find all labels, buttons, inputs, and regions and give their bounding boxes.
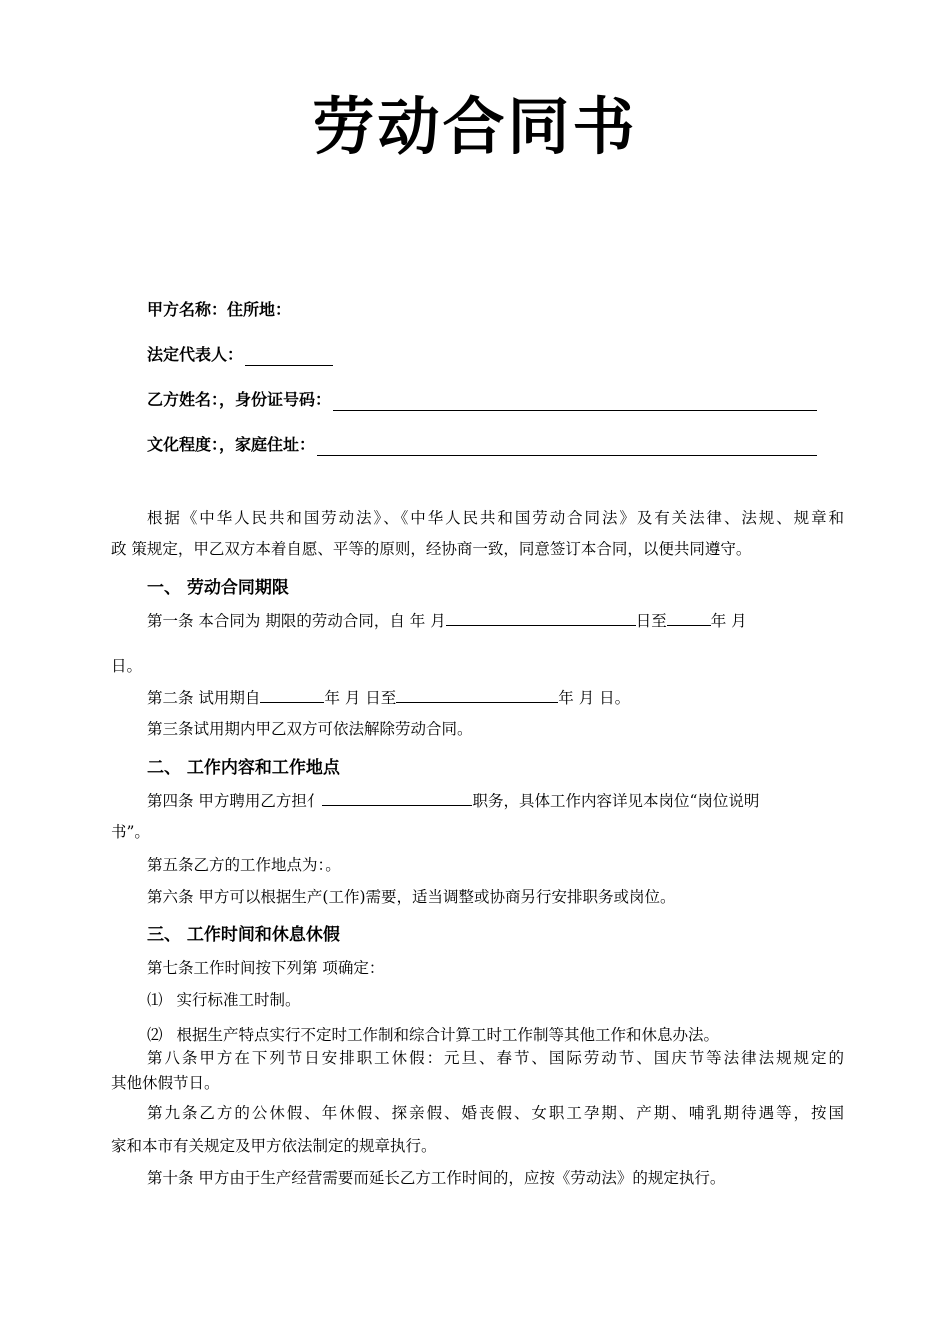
article-1-blank-1[interactable]: [446, 611, 636, 626]
article-1-text-b: 日至: [635, 612, 667, 630]
article-7-item-1: [147, 985, 301, 1016]
article-8-line-1: 第八条甲方在下列节日安排职工休假：元旦、春节、国际劳动节、国庆节等法律法规规定的: [147, 1049, 844, 1067]
article-1-text-a: 第一条 本合同为 期限的劳动合同，自 年 月: [147, 612, 446, 630]
article-2-blank-2[interactable]: [396, 688, 558, 703]
article-9-line-2: 家和本市有关规定及甲方依法制定的规章执行。: [111, 1137, 437, 1155]
article-2-text-b: 年 月 日至: [324, 689, 397, 707]
education-field: [147, 434, 817, 456]
address-blank[interactable]: [317, 439, 817, 456]
item-2-text: 根据生产特点实行不定时工作制和综合计算工时工作制等其他工作和休息办法。: [176, 1026, 720, 1044]
item-2-number: ⑵: [147, 1026, 163, 1044]
article-4-end: 书”。: [111, 823, 150, 841]
section-1-heading: 一、 劳动合同期限: [147, 578, 289, 598]
article-8-line-2: 其他休假节日。: [111, 1074, 220, 1092]
article-7: 第七条工作时间按下列第 项确定：: [147, 959, 385, 977]
item-1-number: ⑴: [147, 991, 163, 1009]
section-3-heading: 三、 工作时间和休息休假: [147, 925, 340, 945]
article-4: [147, 786, 759, 817]
article-2-text-a: 第二条 试用期自: [147, 689, 261, 707]
legal-rep-blank[interactable]: [245, 349, 333, 366]
article-2-text-c: 年 月 日。: [558, 689, 631, 707]
article-6: 第六条 甲方可以根据生产(工作)需要，适当调整或协商另行安排职务或岗位。: [147, 888, 676, 906]
article-9-line-1: 第九条乙方的公休假、年休假、探亲假、婚丧假、女职工孕期、产期、哺乳期待遇等，按国: [147, 1104, 844, 1122]
section-2-heading: 二、 工作内容和工作地点: [147, 758, 340, 778]
intro-line-2: 政 策规定，甲乙双方本着自愿、平等的原则，经协商一致，同意签订本合同，以便共同遵守。: [111, 540, 752, 558]
article-5: 第五条乙方的工作地点为：。: [147, 856, 341, 874]
legal-rep-field: [147, 344, 333, 366]
article-2: [147, 683, 630, 714]
item-1-text: 实行标准工时制。: [176, 991, 301, 1009]
article-2-blank-1[interactable]: [260, 688, 324, 703]
intro-line-1: 根据《中华人民共和国劳动法》、《中华人民共和国劳动合同法》及有关法律、法规、规章和: [147, 509, 844, 527]
education-label: 文化程度：，家庭住址：: [147, 435, 316, 454]
party-a-field: [147, 299, 291, 321]
article-1-end: 日。: [111, 657, 143, 675]
id-number-blank[interactable]: [333, 394, 817, 411]
article-4-text-a: 第四条 甲方聘用乙方担亻: [147, 792, 323, 810]
party-b-field: [147, 389, 817, 411]
document-title: 劳动合同书: [312, 90, 638, 163]
article-1-text-c: 年 月: [710, 612, 747, 630]
article-4-blank[interactable]: [322, 791, 472, 806]
article-3: 第三条试用期内甲乙双方可依法解除劳动合同。: [147, 720, 473, 738]
party-a-label: 甲方名称：住所地：: [147, 300, 292, 319]
legal-rep-label: 法定代表人：: [147, 345, 244, 364]
party-b-label: 乙方姓名：，身份证号码：: [147, 390, 332, 409]
article-10: 第十条 甲方由于生产经营需要而延长乙方工作时间的，应按《劳动法》的规定执行。: [147, 1169, 726, 1187]
article-1: [147, 606, 747, 637]
article-4-text-b: 职务，具体工作内容详见本岗位“岗位说明: [472, 792, 760, 810]
article-1-blank-2[interactable]: [667, 611, 711, 626]
